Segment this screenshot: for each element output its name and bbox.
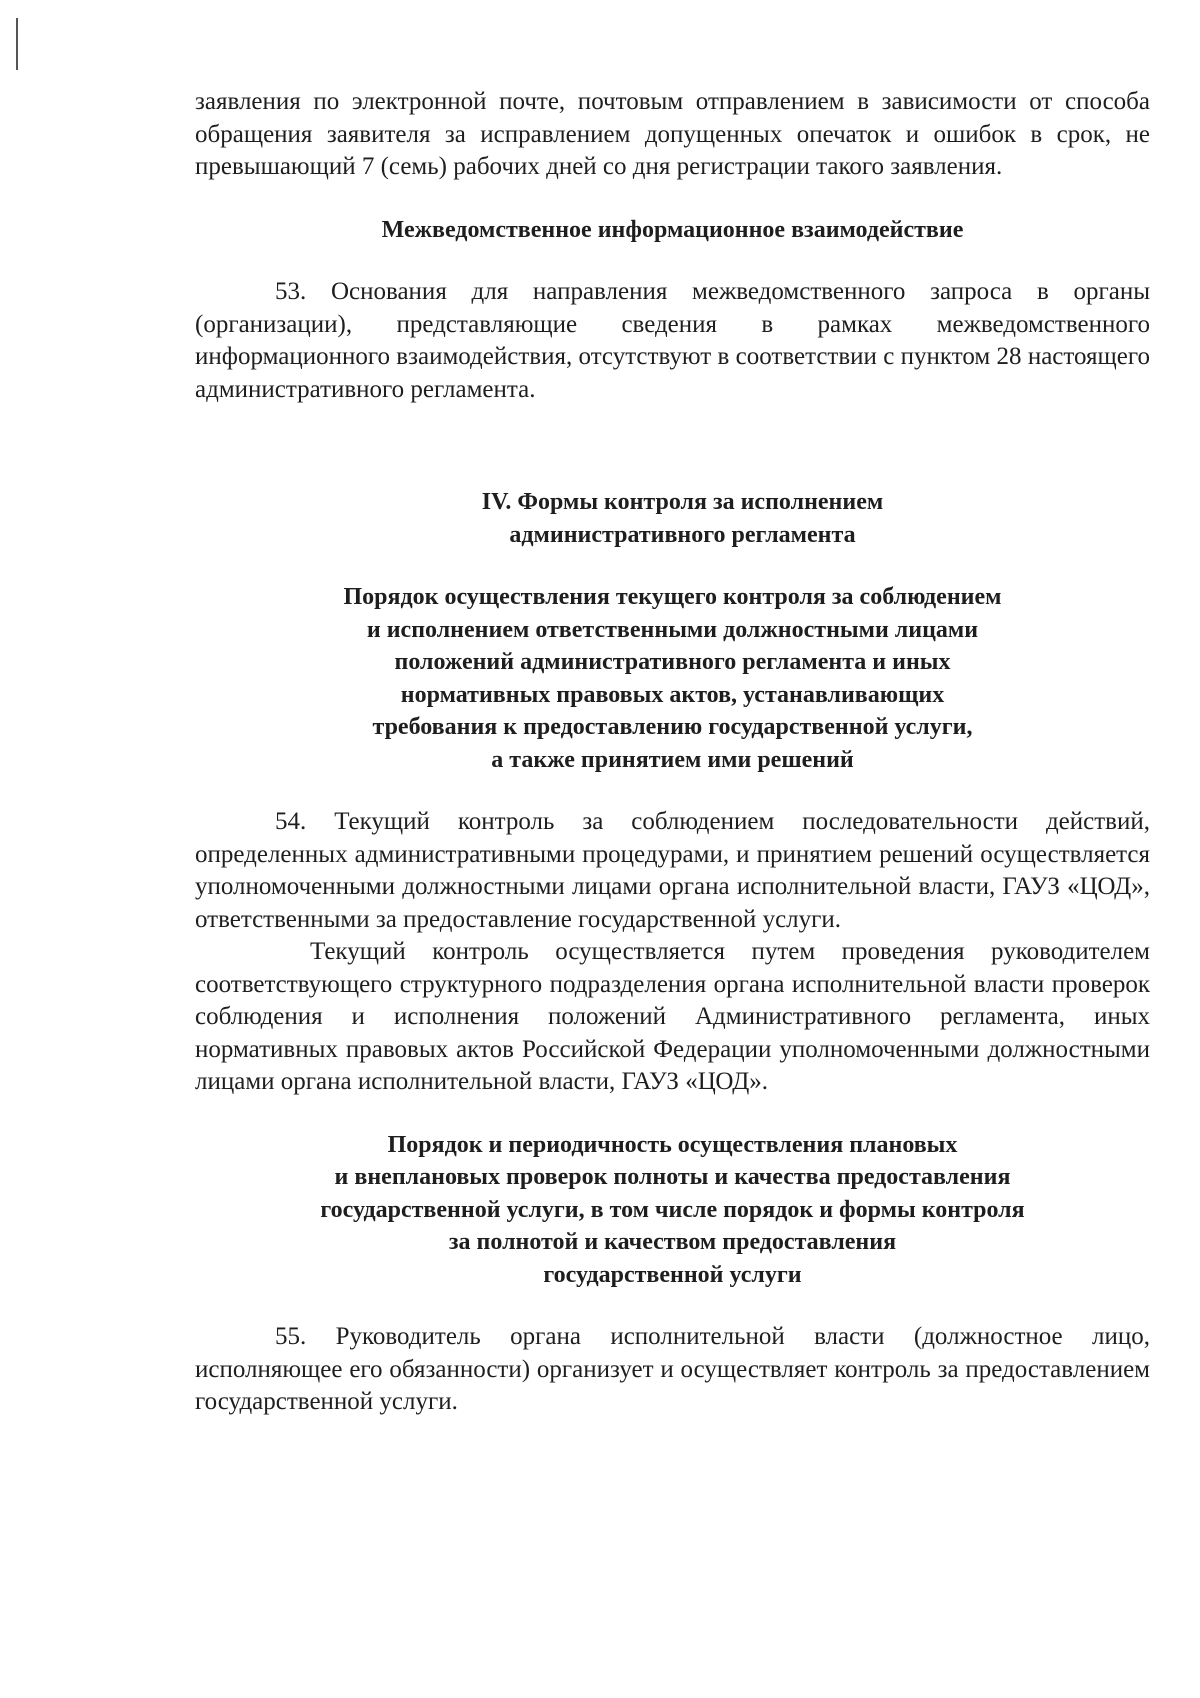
section-iv-title-line: административного регламента: [509, 521, 856, 548]
heading-interagency-interaction: Межведомственное информационное взаимодействие: [381, 216, 964, 243]
heading-inspections: [195, 1129, 1150, 1292]
heading-line: государственной услуги, в том числе порядок и формы контроля: [320, 1196, 1025, 1223]
heading-line: а также принятием ими решений: [491, 746, 854, 773]
paragraph-54-continuation: Текущий контроль осуществляется путем проведения руководителем соответствующего структурного подразделения органа исполнительной власти проверок соблюдения и исполнения положений Административного регламента, иных нормативных правовых актов Российской Федерации уполномоченными должностными лицами органа исполнительной власти, ГАУЗ «ЦОД».: [195, 938, 1150, 1095]
scan-edge-mark: [16, 18, 18, 70]
heading-line: государственной услуги: [543, 1261, 802, 1288]
document-page: [195, 86, 1150, 1419]
heading-line: положений административного регламента и иных: [394, 649, 951, 675]
paragraph-55: 55. Руководитель органа исполнительной власти (должностное лицо, исполняющее его обязанности) организует и осуществляет контроль за предоставлением государственной услуги.: [195, 1323, 1150, 1415]
heading-line: за полнотой и качеством предоставления: [448, 1229, 897, 1255]
heading-line: и исполнением ответственными должностными лицами: [366, 616, 979, 643]
heading-line: требования к предоставлению государственной услуги,: [372, 714, 973, 740]
continuation-paragraph: заявления по электронной почте, почтовым отправлением в зависимости от способа обращения заявителя за исправлением допущенных опечаток и ошибок в срок, не превышающий 7 (семь) рабочих дней со дня регистрации такого заявления.: [195, 88, 1150, 180]
heading-line: нормативных правовых актов, устанавливающих: [400, 681, 945, 708]
section-iv-title: [195, 486, 1150, 551]
heading-line: Порядок и периодичность осуществления плановых: [387, 1131, 958, 1158]
heading-line: и внеплановых проверок полноты и качества предоставления: [334, 1164, 1011, 1190]
paragraph-53: 53. Основания для направления межведомственного запроса в органы (организации), представляющие сведения в рамках межведомственного информационного взаимодействия, отсутствуют в соответствии с пунктом 28 настоящего административного регламента.: [195, 278, 1150, 403]
heading-current-control: [195, 581, 1150, 776]
paragraph-54: 54. Текущий контроль за соблюдением последовательности действий, определенных административными процедурами, и принятием решений осуществляется уполномоченными должностными лицами органа исполнительной власти, ГАУЗ «ЦОД», ответственными за предоставление государственной услуги.: [195, 808, 1150, 933]
section-iv-title-line: IV. Формы контроля за исполнением: [481, 489, 884, 515]
heading-line: Порядок осуществления текущего контроля за соблюдением: [343, 584, 1002, 610]
